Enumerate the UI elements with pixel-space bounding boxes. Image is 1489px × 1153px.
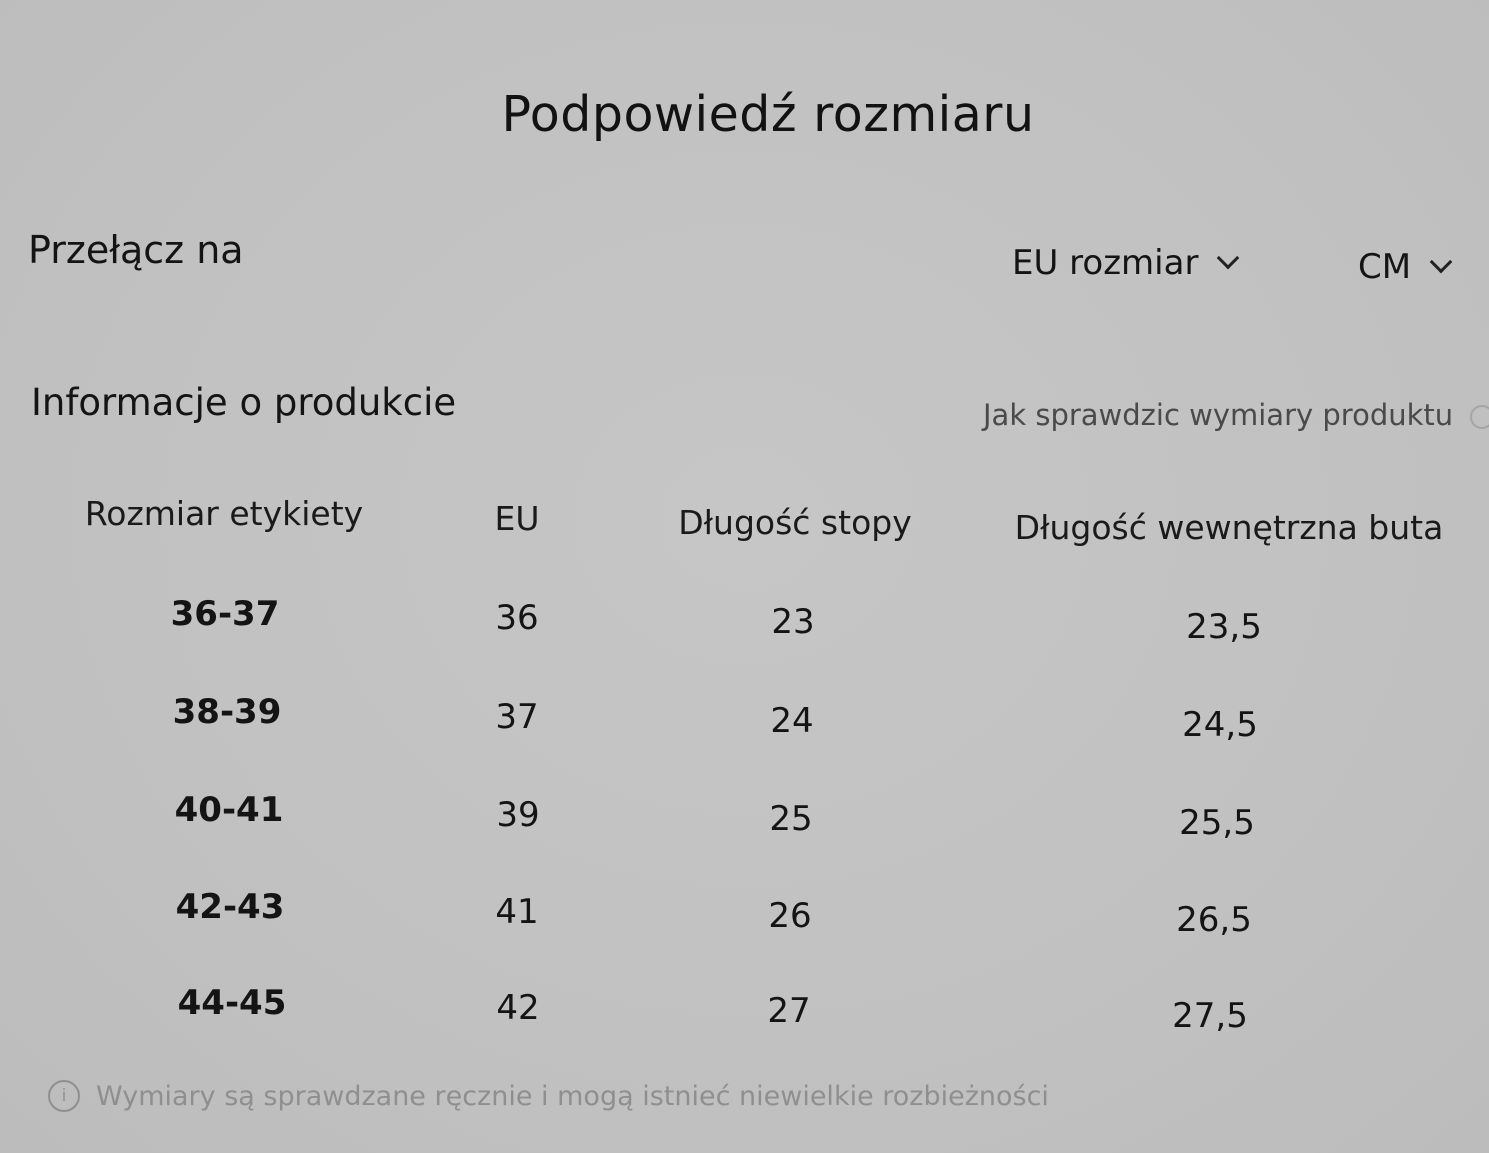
unit-value: CM bbox=[1358, 247, 1412, 287]
measurement-disclaimer bbox=[48, 1080, 1049, 1112]
column-header-label-size: Rozmiar etykiety bbox=[84, 494, 364, 533]
table-cell: 27 bbox=[767, 991, 811, 1031]
column-header-inner-length: Długość wewnętrzna buta bbox=[1014, 508, 1444, 547]
info-icon: i bbox=[48, 1080, 80, 1112]
table-cell: 44-45 bbox=[177, 983, 287, 1023]
table-cell: 24,5 bbox=[1182, 705, 1258, 745]
table-cell: 27,5 bbox=[1172, 996, 1248, 1036]
column-header-foot-length: Długość stopy bbox=[678, 503, 912, 542]
table-cell: 42-43 bbox=[175, 887, 285, 927]
table-cell: 39 bbox=[496, 795, 540, 835]
size-system-dropdown[interactable] bbox=[1012, 243, 1236, 283]
page-title: Podpowiedź rozmiaru bbox=[501, 86, 1035, 143]
disclaimer-text: Wymiary są sprawdzane ręcznie i mogą istnieć niewielkie rozbieżności bbox=[96, 1080, 1049, 1112]
table-cell: 40-41 bbox=[174, 790, 284, 830]
table-cell: 23 bbox=[771, 602, 815, 642]
table-cell: 23,5 bbox=[1186, 607, 1262, 647]
chevron-down-icon bbox=[1217, 247, 1240, 270]
switch-label: Przełącz na bbox=[28, 228, 244, 272]
table-cell: 38-39 bbox=[172, 692, 282, 732]
table-cell: 25 bbox=[769, 799, 813, 839]
table-cell: 24 bbox=[770, 701, 814, 741]
unit-dropdown[interactable] bbox=[1358, 247, 1449, 287]
table-cell: 26,5 bbox=[1176, 900, 1252, 940]
how-to-measure-label: Jak sprawdzic wymiary produktu bbox=[983, 398, 1454, 432]
section-title: Informacje o produkcie bbox=[31, 381, 457, 424]
help-icon bbox=[1470, 405, 1489, 429]
table-cell: 25,5 bbox=[1179, 803, 1255, 843]
chevron-down-icon bbox=[1430, 251, 1453, 274]
table-cell: 36 bbox=[495, 598, 539, 638]
size-system-value: EU rozmiar bbox=[1012, 243, 1199, 283]
table-cell: 41 bbox=[495, 892, 539, 932]
table-cell: 36-37 bbox=[170, 594, 280, 634]
table-cell: 26 bbox=[768, 896, 812, 936]
column-header-eu: EU bbox=[494, 499, 540, 538]
table-cell: 37 bbox=[495, 697, 539, 737]
table-cell: 42 bbox=[496, 988, 540, 1028]
how-to-measure-link[interactable] bbox=[983, 398, 1489, 432]
